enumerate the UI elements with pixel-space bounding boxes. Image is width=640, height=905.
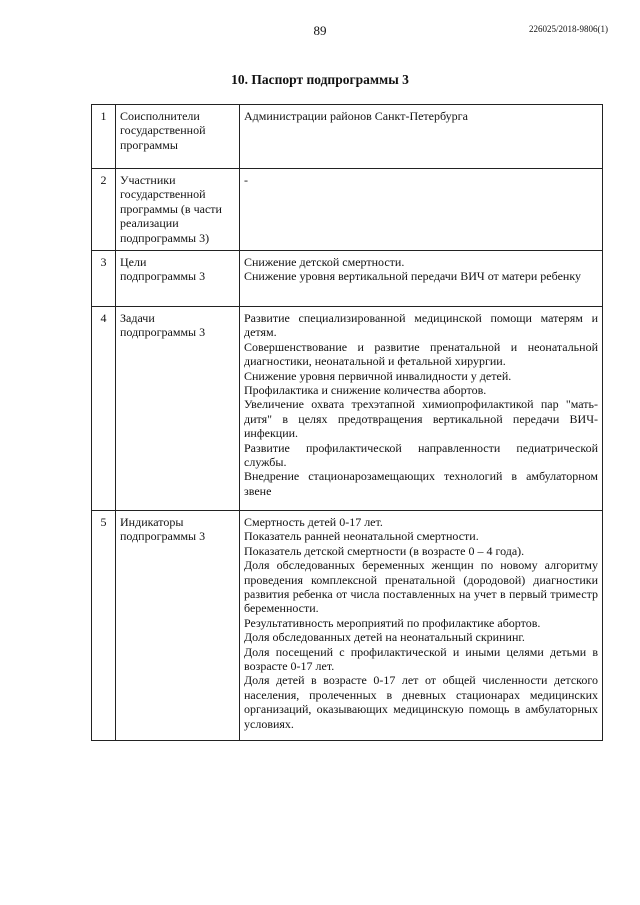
content-line: Снижение уровня вертикальной передачи ВИЧ от матери ребенку — [244, 269, 581, 284]
row-label-line: государственной — [120, 187, 206, 202]
row-label-line: программы (в части — [120, 201, 222, 216]
row-label-line: Соисполнители — [120, 109, 200, 123]
content-line: Доля обследованных беременных женщин по новому алгоритму проведения комплексной пренатальной (дородовой) диагностики развития ребенка от числа поставленных на учет в первый триместр беременности. — [244, 558, 598, 616]
row-label-line: подпрограммы 3 — [120, 325, 206, 340]
content-line: Увеличение охвата трехэтапной химиопрофилактикой пар "мать-дитя" в целях предотвращения вертикальной передачи ВИЧ-инфекции. — [244, 397, 598, 441]
content-line: Развитие профилактической направленности педиатрической службы. — [244, 440, 598, 470]
row-number: 3 — [92, 251, 116, 307]
content-line: Снижение детской смертности. — [244, 255, 405, 269]
row-label-line: Цели — [120, 255, 147, 269]
content-line: Совершенствование и развитие пренатальной и неонатальной диагностики, неонатальной и фетальной хирургии. — [244, 339, 598, 369]
row-number: 2 — [92, 169, 116, 251]
row-label-line: Индикаторы — [120, 515, 184, 529]
table-row — [92, 169, 603, 251]
row-label-line: подпрограммы 3 — [120, 269, 206, 284]
row-number: 1 — [92, 105, 116, 169]
section-title: 10. Паспорт подпрограммы 3 — [231, 72, 409, 87]
row-label — [116, 251, 240, 307]
content-line: Показатель детской смертности (в возрасте 0 – 4 года). — [244, 543, 525, 558]
content-line: Доля посещений с профилактической и иными целями детьми в возрасте 0-17 лет. — [244, 644, 598, 674]
row-label-line: подпрограммы 3) — [120, 230, 210, 245]
content-line: Результативность мероприятий по профилактике абортов. — [244, 615, 541, 630]
content-line: Профилактика и снижение количества абортов. — [244, 383, 487, 398]
table-row — [92, 251, 603, 307]
row-label — [116, 105, 240, 169]
row-label-line: Задачи — [120, 311, 155, 325]
row-content — [240, 307, 603, 511]
page-number: 89 — [313, 23, 327, 38]
content-line: Доля обследованных детей на неонатальный скрининг. — [244, 630, 525, 645]
row-content — [240, 511, 603, 741]
row-label-line: Участники — [120, 173, 176, 187]
row-label — [116, 169, 240, 251]
row-label — [116, 511, 240, 741]
content-line: Показатель ранней неонатальной смертности. — [244, 529, 479, 544]
row-content — [240, 251, 603, 307]
row-number: 5 — [92, 511, 116, 741]
content-line: Смертность детей 0-17 лет. — [244, 515, 383, 529]
subprogram-passport-table — [91, 104, 603, 741]
content-line: Развитие специализированной медицинской помощи матерям и детям. — [244, 311, 598, 340]
row-label-line: государственной — [120, 123, 206, 138]
row-label — [116, 307, 240, 511]
content-line: Внедрение стационарозамещающих технологий в амбулаторном звене — [244, 469, 598, 498]
content-line: - — [244, 173, 248, 187]
row-content — [240, 105, 603, 169]
document-code: 226025/2018-9806(1) — [529, 24, 608, 34]
table-row — [92, 511, 603, 741]
row-content — [240, 169, 603, 251]
row-label-line: подпрограммы 3 — [120, 529, 206, 544]
content-line: Доля детей в возрасте 0-17 лет от общей численности детского населения, пролеченных в дневных стационарах медицинских организаций, оказывающих медицинскую помощь в амбулаторных условиях. — [244, 673, 598, 731]
row-number: 4 — [92, 307, 116, 511]
table-row — [92, 307, 603, 511]
row-label-line: реализации — [120, 216, 179, 231]
content-line: Администрации районов Санкт-Петербурга — [244, 109, 468, 123]
content-line: Снижение уровня первичной инвалидности у детей. — [244, 368, 512, 383]
row-label-line: программы — [120, 137, 178, 152]
table-row — [92, 105, 603, 169]
